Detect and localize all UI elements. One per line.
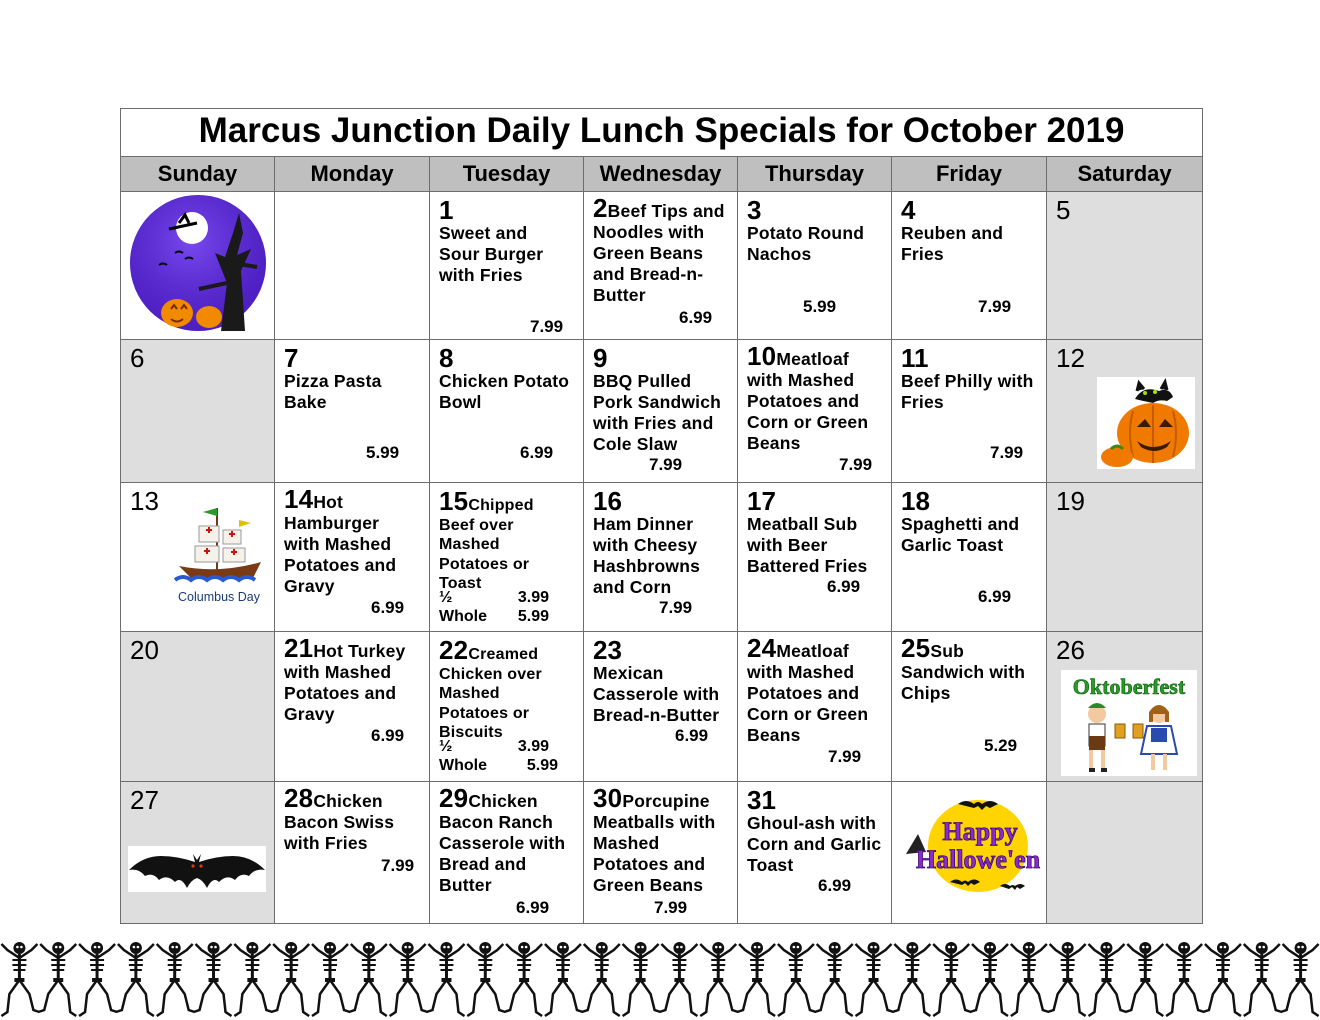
menu-item [439, 783, 579, 896]
half-price: 3.99 [517, 738, 549, 755]
day-cell-31 [738, 782, 892, 924]
skeleton-icon [157, 942, 195, 1016]
menu-item [284, 633, 424, 725]
skeleton-icon [426, 942, 464, 1016]
price: 6.99 [675, 726, 709, 745]
day-number: 19 [1056, 486, 1085, 516]
day-number: 6 [130, 343, 145, 373]
day-number: 23 [593, 635, 622, 665]
happy-label: Happy [942, 817, 1018, 846]
halloween-label: Hallowe'en [915, 845, 1041, 874]
day-number: 24 [747, 633, 777, 663]
day-cell-13 [121, 483, 275, 632]
price: 6.99 [371, 726, 405, 745]
price: 7.99 [828, 747, 862, 766]
day-cell-empty [892, 782, 1047, 924]
skeleton-icon [1203, 942, 1241, 1016]
bat-icon [128, 846, 266, 892]
menu-text: Chipped Beef over Mashed Potatoes or Toast [439, 497, 534, 592]
day-cell-16 [584, 483, 738, 632]
weekday-saturday: Saturday [1047, 157, 1203, 192]
day-cell-empty [121, 192, 275, 340]
menu-text: Meatloaf with Mashed Potatoes and Corn or Green Beans [747, 349, 869, 453]
columbus-day-label: Columbus Day [178, 590, 260, 604]
day-number: 14 [284, 484, 314, 514]
day-cell-empty [275, 192, 430, 340]
day-cell-4 [892, 192, 1047, 340]
day-number: 17 [747, 486, 776, 516]
menu-item [439, 486, 549, 594]
day-number: 8 [439, 343, 454, 373]
whole-price: 5.99 [526, 757, 558, 774]
skeleton-icon [970, 942, 1008, 1016]
menu-text: Sub Sandwich with Chips [901, 641, 1026, 703]
skeleton-icon [271, 942, 309, 1016]
pumpkin-cat-icon [1097, 377, 1195, 469]
weekday-sunday: Sunday [121, 157, 275, 192]
menu-item: Beef Philly with Fries [901, 371, 1034, 412]
menu-item [284, 484, 409, 597]
price: 7.99 [978, 297, 1012, 316]
skeleton-icon [1088, 942, 1126, 1016]
skeleton-icon [815, 942, 853, 1016]
day-cell-8 [430, 340, 584, 483]
day-cell-30 [584, 782, 738, 924]
day-cell-9 [584, 340, 738, 483]
day-cell-18 [892, 483, 1047, 632]
day-cell-1 [430, 192, 584, 340]
skeleton-icon [504, 942, 542, 1016]
skeleton-icon [1125, 942, 1163, 1016]
skeleton-icon [1048, 942, 1086, 1016]
price: 7.99 [649, 455, 683, 474]
dancing-skeletons-border [0, 938, 1320, 1020]
menu-item: Potato Round Nachos [747, 223, 865, 264]
menu-item [593, 193, 731, 306]
skeleton-icon [659, 942, 697, 1016]
price: 6.99 [516, 898, 550, 917]
day-cell-22 [430, 632, 584, 782]
day-number: 2 [593, 193, 608, 223]
day-number: 5 [1056, 195, 1071, 225]
day-cell-29 [430, 782, 584, 924]
price: 5.99 [366, 443, 400, 462]
half-price: 3.99 [517, 589, 549, 606]
menu-item [284, 783, 409, 854]
calendar [120, 108, 1202, 927]
day-number: 26 [1056, 635, 1085, 665]
day-cell-12 [1047, 340, 1203, 483]
menu-item [747, 633, 887, 746]
menu-text: Porcupine Meatballs with Mashed Potatoes and Green Beans [593, 791, 716, 895]
day-number: 25 [901, 633, 931, 663]
menu-item: Mexican Casserole with Bread-n-Butter [593, 663, 720, 725]
menu-item [901, 633, 1036, 704]
menu-text: Chicken Bacon Swiss with Fries [284, 791, 395, 853]
price: 7.99 [659, 598, 693, 617]
day-cell-10 [738, 340, 892, 483]
skeleton-icon [700, 942, 738, 1016]
day-number: 20 [130, 635, 159, 665]
whole-label: Whole [439, 757, 487, 774]
oktoberfest-icon [1061, 670, 1197, 776]
menu-text: Chicken Bacon Ranch Casserole with Bread and Butter [439, 791, 566, 895]
day-cell-21 [275, 632, 430, 782]
price: 5.29 [984, 736, 1018, 755]
day-cell-26 [1047, 632, 1203, 782]
day-cell-25 [892, 632, 1047, 782]
skeleton-icon [582, 942, 620, 1016]
skeleton-icon [545, 942, 583, 1016]
price: 6.99 [371, 598, 405, 617]
skeleton-icon [856, 942, 894, 1016]
half-label: ½ [439, 589, 453, 606]
menu-text: Hot Hamburger with Mashed Potatoes and Gravy [284, 492, 397, 596]
day-cell-19 [1047, 483, 1203, 632]
menu-item: Reuben and Fries [901, 223, 1004, 264]
skeleton-icon [1011, 942, 1049, 1016]
day-number: 18 [901, 486, 930, 516]
menu-item: Sweet and Sour Burger with Fries [439, 223, 544, 285]
day-cell-17 [738, 483, 892, 632]
menu-item [747, 341, 887, 454]
weekday-monday: Monday [275, 157, 430, 192]
menu-item: Chicken Potato Bowl [439, 371, 570, 412]
day-cell-6 [121, 340, 275, 483]
day-cell-3 [738, 192, 892, 340]
day-number: 13 [130, 486, 159, 516]
day-cell-7 [275, 340, 430, 483]
day-cell-20 [121, 632, 275, 782]
price: 6.99 [827, 577, 861, 596]
menu-text: Meatloaf with Mashed Potatoes and Corn or Green Beans [747, 641, 869, 745]
day-number: 10 [747, 341, 777, 371]
day-number: 1 [439, 195, 454, 225]
menu-item: Spaghetti and Garlic Toast [901, 514, 1020, 555]
menu-item: Meatball Sub with Beer Battered Fries [747, 514, 868, 576]
menu-text: Hot Turkey with Mashed Potatoes and Gravy [284, 641, 406, 724]
day-number: 7 [284, 343, 299, 373]
day-cell-28 [275, 782, 430, 924]
skeleton-icon [623, 942, 661, 1016]
whole-price-row [439, 607, 549, 627]
skeleton-icon [38, 942, 76, 1016]
weekday-friday: Friday [892, 157, 1047, 192]
day-number: 9 [593, 343, 608, 373]
skeleton-icon [1, 942, 39, 1016]
weekday-wednesday: Wednesday [584, 157, 738, 192]
skeleton-icon [778, 942, 816, 1016]
menu-item [593, 783, 733, 896]
whole-price-row [439, 756, 558, 776]
day-cell-14 [275, 483, 430, 632]
day-number: 22 [439, 635, 469, 665]
day-cell-5 [1047, 192, 1203, 340]
day-number: 31 [747, 785, 776, 815]
price: 5.99 [803, 297, 837, 316]
happy-halloween-icon [902, 796, 1042, 896]
skeleton-icon [737, 942, 775, 1016]
day-number: 21 [284, 633, 314, 663]
whole-price: 5.99 [517, 608, 549, 625]
price: 7.99 [530, 317, 564, 336]
half-price-row [439, 588, 549, 608]
skeleton-icon [892, 942, 930, 1016]
price: 7.99 [839, 455, 873, 474]
price: 7.99 [990, 443, 1024, 462]
day-number: 12 [1056, 343, 1085, 373]
price: 6.99 [679, 308, 713, 327]
menu-item [439, 635, 554, 743]
skeleton-icon [1244, 942, 1282, 1016]
price: 6.99 [520, 443, 554, 462]
half-label: ½ [439, 738, 453, 755]
day-number: 3 [747, 195, 762, 225]
price: 6.99 [978, 587, 1012, 606]
skeleton-icon [467, 942, 505, 1016]
skeleton-icon [79, 942, 117, 1016]
price: 7.99 [654, 898, 688, 917]
menu-item: Pizza Pasta Bake [284, 371, 382, 412]
day-number: 11 [901, 343, 929, 373]
skeleton-icon [234, 942, 272, 1016]
columbus-day-ship-icon [169, 500, 269, 606]
day-cell-24 [738, 632, 892, 782]
day-cell-15 [430, 483, 584, 632]
menu-text: Creamed Chicken over Mashed Potatoes or Biscuits [439, 646, 542, 741]
day-cell-empty [1047, 782, 1203, 924]
price: 7.99 [381, 856, 415, 875]
weekday-tuesday: Tuesday [430, 157, 584, 192]
oktoberfest-label: Oktoberfest [1072, 674, 1186, 699]
skeleton-icon [390, 942, 428, 1016]
day-cell-27 [121, 782, 275, 924]
day-number: 28 [284, 783, 314, 813]
day-number: 30 [593, 783, 623, 813]
witch-moon-icon [129, 193, 267, 333]
skeleton-icon [116, 942, 154, 1016]
menu-item: Ham Dinner with Cheesy Hashbrowns and Corn [593, 514, 701, 597]
day-cell-23 [584, 632, 738, 782]
skeleton-icon [1281, 942, 1319, 1016]
day-cell-11 [892, 340, 1047, 483]
menu-item: Ghoul-ash with Corn and Garlic Toast [747, 813, 882, 875]
skeleton-icon [933, 942, 971, 1016]
weekday-thursday: Thursday [738, 157, 892, 192]
whole-label: Whole [439, 608, 487, 625]
skeleton-icon [1166, 942, 1204, 1016]
skeleton-icon [194, 942, 232, 1016]
skeleton-icon [312, 942, 350, 1016]
day-number: 4 [901, 195, 916, 225]
menu-text: Beef Tips and Noodles with Green Beans and Bread-n-Butter [593, 201, 725, 305]
skeleton-icon [349, 942, 387, 1016]
day-number: 29 [439, 783, 469, 813]
day-number: 27 [130, 785, 159, 815]
price: 6.99 [818, 876, 852, 895]
menu-item: BBQ Pulled Pork Sandwich with Fries and Cole Slaw [593, 371, 722, 454]
half-price-row [439, 737, 549, 757]
day-number: 16 [593, 486, 622, 516]
calendar-title: Marcus Junction Daily Lunch Specials for October 2019 [121, 109, 1203, 157]
day-cell-2 [584, 192, 738, 340]
day-number: 15 [439, 486, 469, 516]
